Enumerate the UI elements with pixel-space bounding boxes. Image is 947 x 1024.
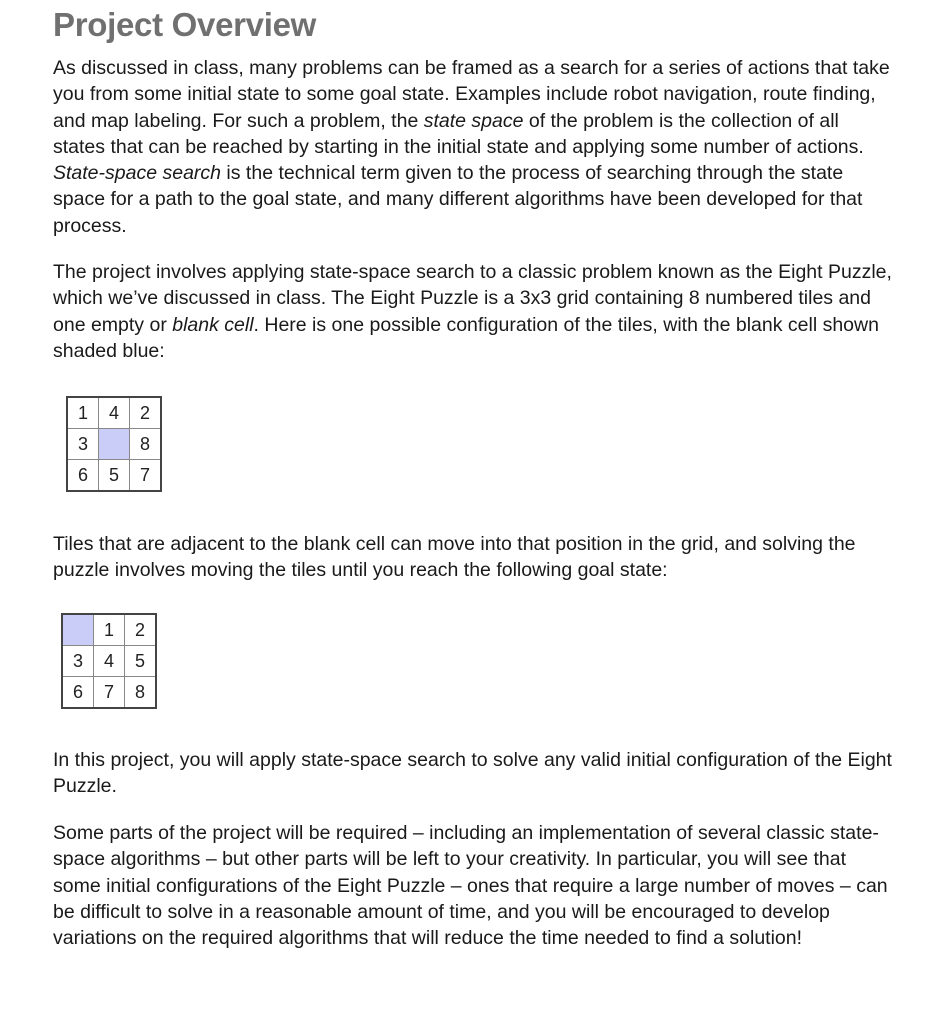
puzzle-emphasis-blank-cell: blank cell: [172, 313, 254, 336]
page-title: Project Overview: [53, 6, 317, 43]
grid-cell: 6: [62, 677, 94, 709]
intro-emphasis-state-space-search: State-space search: [53, 162, 222, 185]
grid-cell: 5: [99, 460, 130, 492]
goal-state-grid: [61, 613, 157, 709]
grid-row: [67, 429, 161, 460]
intro-text-2: of the problem is the collection of all states that can be reached by starting in the initial state and applying some number of actions.: [53, 109, 864, 158]
requirements-paragraph: Some parts of the project will be required – including an implementation of several classic state-space algorithms – but other parts will be left to your creativity. In particular, you will see that some initial configurations of the Eight Puzzle – ones that require a large number of moves – can be difficult to solve in a reasonable amount of time, and you will be encouraged to develop variations on the required algorithms that will reduce the time needed to find a solution!: [53, 822, 888, 950]
puzzle-text-2: . Here is one possible configuration of the tiles, with the blank cell shown shaded blue:: [53, 313, 879, 362]
blank-cell: [62, 614, 94, 646]
grid-cell: 1: [94, 614, 125, 646]
grid-cell: 3: [62, 646, 94, 677]
intro-text-3: is the technical term given to the process of searching through the state space for a path to the goal state, and many different algorithms have been developed for that process.: [53, 162, 863, 237]
grid-cell: 7: [130, 460, 162, 492]
grid-cell: 4: [94, 646, 125, 677]
grid-cell: 3: [67, 429, 99, 460]
initial-state-grid: [66, 396, 162, 492]
puzzle-description-paragraph: [53, 259, 893, 364]
goal-state-paragraph: Tiles that are adjacent to the blank cell can move into that position in the grid, and solving the puzzle involves moving the tiles until you reach the following goal state:: [53, 533, 856, 582]
grid-cell: 7: [94, 677, 125, 709]
puzzle-text-1: The project involves applying state-space search to a classic problem known as the Eight Puzzle, which we’ve discussed in class. The Eight Puzzle is a 3x3 grid containing 8 numbered tiles and one empty or: [53, 261, 892, 336]
grid-cell: 4: [99, 397, 130, 429]
intro-emphasis-state-space: state space: [423, 109, 524, 132]
intro-paragraph: [53, 55, 893, 239]
project-goal-paragraph: In this project, you will apply state-space search to solve any valid initial configuration of the Eight Puzzle.: [53, 749, 892, 798]
grid-row: [67, 397, 161, 429]
grid-row: [62, 646, 156, 677]
grid-cell: 8: [130, 429, 162, 460]
grid-cell: 2: [125, 614, 157, 646]
grid-cell: 6: [67, 460, 99, 492]
grid-row: [67, 460, 161, 492]
grid-cell: 2: [130, 397, 162, 429]
blank-cell: [99, 429, 130, 460]
grid-cell: 1: [67, 397, 99, 429]
intro-text-1: As discussed in class, many problems can be framed as a search for a series of actions that take you from some initial state to some goal state. Examples include robot navigation, route finding, and map labeling. For such a problem, the: [53, 57, 890, 132]
grid-row: [62, 614, 156, 646]
grid-row: [62, 677, 156, 709]
grid-cell: 8: [125, 677, 157, 709]
grid-cell: 5: [125, 646, 157, 677]
